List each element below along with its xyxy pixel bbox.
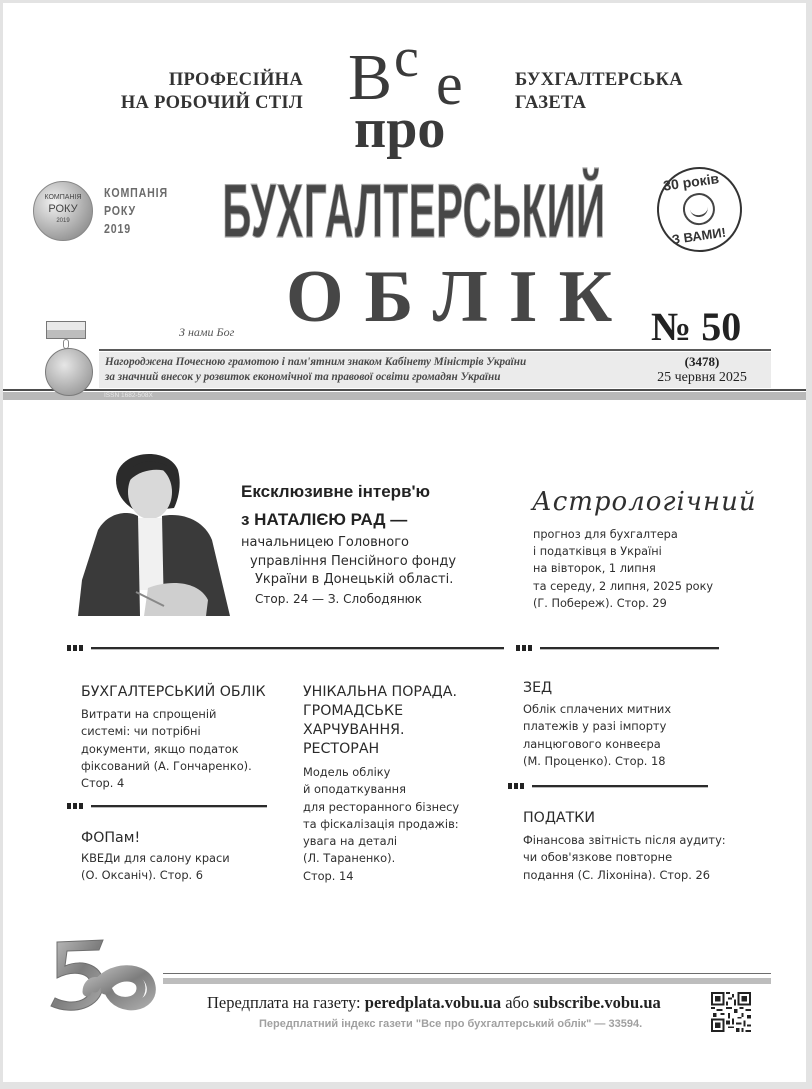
astrology-line: та середу, 2 липня, 2025 року — [533, 579, 714, 593]
issue-total-number: (3478) — [684, 354, 720, 369]
issn: ISSN 1682-508X — [104, 392, 153, 399]
section-heading: БУХГАЛТЕРСЬКИЙ ОБЛІК — [81, 684, 266, 700]
subscription-label: Передплата на газету: — [207, 993, 365, 1012]
company-badge-line1: КОМПАНІЯ — [104, 186, 168, 200]
astrology-page-ref[interactable]: (Г. Побереж). Стор. 29 — [533, 596, 667, 610]
subscription-or: або — [501, 993, 534, 1012]
separator-line — [91, 805, 267, 807]
tagline-right — [515, 69, 683, 115]
divider — [99, 349, 771, 351]
award-line2: за значний внесок у розвиток економічної та правової освіти громадян України — [105, 370, 501, 383]
section-body — [523, 832, 726, 884]
interview-page-ref[interactable]: Стор. 24 — З. Слободянюк — [255, 591, 423, 606]
tagline-left-line2: НА РОБОЧИЙ СТІЛ — [120, 93, 303, 113]
issue-meta — [643, 354, 761, 386]
motto: З нами Бог — [179, 325, 235, 339]
section-line: увага на деталі — [303, 834, 398, 849]
masthead-title-line2: ОБЛІК — [286, 256, 634, 338]
separator-dots-icon — [67, 645, 87, 651]
separator-dots-icon — [516, 645, 536, 651]
section-heading-line: ГРОМАДСЬКЕ — [303, 703, 404, 719]
logo-letter-v: В — [348, 41, 393, 114]
medal-text-1: КОМПАНІЯ — [44, 194, 82, 201]
interview-title: Ексклюзивне інтерв'ю — [241, 482, 431, 501]
section-line: для ресторанного бізнесу — [303, 799, 460, 814]
subscription-link-peredplata[interactable]: peredplata.vobu.ua — [364, 993, 502, 1012]
section-heading: ПОДАТКИ — [523, 810, 595, 826]
section-line: фіксований (А. Гончаренко). — [81, 758, 252, 773]
masthead-title-line1: БУХГАЛТЕРСЬКИЙ — [222, 169, 606, 254]
award-text — [105, 355, 526, 384]
section-line: системі: чи потрібні — [81, 724, 201, 739]
astrology-line: прогноз для бухгалтера — [533, 528, 678, 541]
company-of-year-medal-icon — [33, 181, 93, 241]
section-line: чи обов'язкове повторне — [523, 850, 673, 865]
tagline-right-line1: БУХГАЛТЕРСЬКА — [515, 70, 683, 90]
award-line1: Нагороджена Почесною грамотою і пам'ятним знаком Кабінету Міністрів України — [105, 356, 527, 368]
interview-line: управління Пенсійного фонду — [250, 553, 457, 569]
section-page-ref[interactable]: (М. Проценко). Стор. 18 — [523, 753, 666, 768]
subscription-line — [207, 993, 661, 1013]
anniversary-stamp-icon — [651, 161, 747, 257]
tagline-left — [98, 69, 303, 115]
section-page-ref[interactable]: подання (С. Ліхоніна). Стор. 26 — [523, 867, 710, 882]
section-line: КВЕДи для салону краси — [81, 851, 230, 865]
logo-letter-s: с — [394, 27, 419, 89]
company-badge-line2: РОКУ — [104, 204, 136, 218]
company-badge-line3: 2019 — [104, 222, 132, 236]
medal-text-2: РОКУ — [48, 203, 78, 215]
subscription-link-subscribe[interactable]: subscribe.vobu.ua — [533, 993, 661, 1012]
separator-dots-icon — [67, 803, 87, 809]
separator-dots-icon — [508, 783, 528, 789]
section-line: та фіскалізація продажів: — [303, 816, 459, 831]
tagline-right-line2: ГАЗЕТА — [515, 93, 587, 113]
separator-line — [540, 647, 719, 649]
section-body — [303, 764, 459, 885]
section-line: й оподаткування — [303, 782, 406, 797]
newspaper-front-page — [3, 3, 806, 1082]
astrology-heading: Астрологічний — [532, 487, 757, 517]
interview-name: з НАТАЛІЄЮ РАД — — [241, 510, 408, 529]
section-line: документи, якщо податок — [81, 741, 239, 756]
medal-ribbon-icon — [46, 321, 86, 339]
section-heading — [303, 683, 457, 759]
fifty-years-logo-icon — [43, 936, 161, 1018]
astrology-body — [533, 526, 713, 612]
section-heading-line: УНІКАЛЬНА ПОРАДА. — [303, 684, 457, 700]
separator-line — [532, 785, 708, 787]
section-body — [523, 701, 671, 770]
section-separator — [67, 648, 504, 651]
section-heading-line: ХАРЧУВАННЯ. — [303, 722, 405, 738]
section-line: Витрати на спрощеній — [81, 707, 217, 721]
grey-bar — [163, 978, 771, 984]
interview-photo — [78, 440, 238, 616]
qr-code-icon[interactable] — [711, 992, 751, 1032]
subscription-index: Передплатний індекс газети "Все про бухгалтерський облік" — 33594. — [259, 1018, 643, 1030]
divider — [163, 973, 771, 974]
section-separator — [67, 806, 267, 809]
section-line: Облік сплачених митних — [523, 702, 672, 716]
separator-line — [91, 647, 504, 649]
astrology-line: на вівторок, 1 липня — [533, 562, 656, 576]
section-body — [81, 850, 230, 885]
section-line: платежів у разі імпорту — [523, 719, 667, 734]
section-heading: ФОПам! — [81, 830, 141, 846]
section-separator — [516, 648, 719, 651]
stamp-smile — [689, 198, 709, 218]
interview-line: начальницею Головного — [241, 535, 409, 550]
interview-body — [241, 534, 456, 608]
section-heading-line: РЕСТОРАН — [303, 741, 380, 757]
section-separator — [508, 786, 708, 789]
interview-line: України в Донецькій області. — [255, 572, 454, 587]
company-of-year-badge — [104, 184, 168, 238]
section-line: ланцюгового конвеєра — [523, 736, 661, 751]
medal-text-3: 2019 — [56, 218, 70, 224]
section-line: Модель обліку — [303, 765, 391, 779]
issue-date: 25 червня 2025 — [657, 370, 747, 385]
section-line: Фінансова звітність після аудиту: — [523, 833, 726, 847]
section-page-ref[interactable]: Стор. 14 — [303, 868, 354, 883]
section-page-ref[interactable]: (О. Оксаніч). Стор. 6 — [81, 868, 204, 883]
issue-number: № 50 — [651, 304, 742, 349]
section-page-ref[interactable]: Стор. 4 — [81, 776, 125, 791]
tagline-left-line1: ПРОФЕСІЙНА — [168, 70, 303, 90]
stamp-text-top: 30 років — [662, 170, 720, 194]
divider — [3, 389, 806, 391]
astrology-line: і податківця в Україні — [533, 545, 662, 559]
stamp-inner-circle — [681, 191, 717, 227]
section-body — [81, 706, 252, 792]
stamp-text-bottom: З ВАМИ! — [670, 224, 727, 248]
government-medal-icon — [45, 348, 93, 396]
section-line: (Л. Тараненко). — [303, 851, 396, 866]
section-heading: ЗЕД — [523, 680, 553, 696]
logo-pro: про — [354, 98, 446, 160]
logo-letter-e: е — [436, 51, 463, 117]
